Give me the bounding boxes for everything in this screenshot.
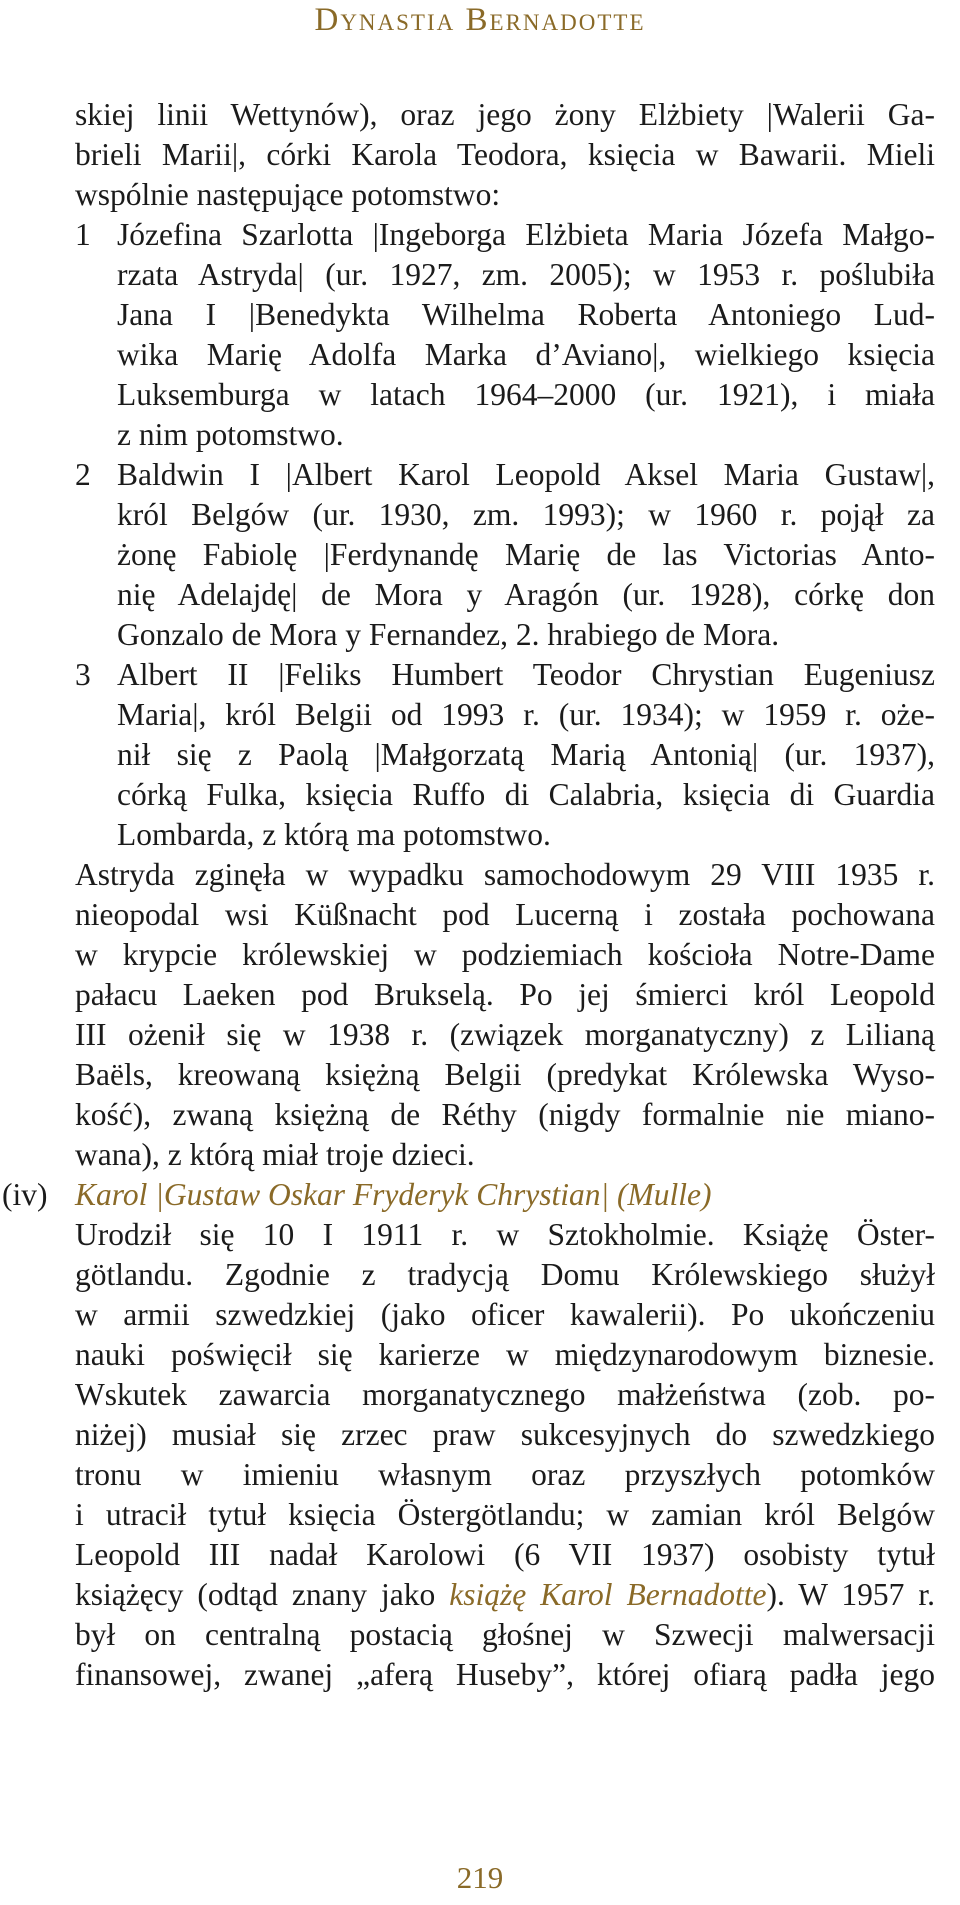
text-line-content: wana), z którą miał troje dzieci.	[75, 1137, 475, 1172]
text-line-content: nił się z Paolą |Małgorzatą Marią Antonią| (ur. 1937),	[117, 737, 935, 772]
text-line-content: rzata Astryda| (ur. 1927, zm. 2005); w 1953 r. poślubiła	[117, 257, 935, 292]
running-header: Dynastia Bernadotte	[314, 2, 646, 38]
text-line-content: Baëls, kreowaną księżną Belgii (predykat Królewska Wyso-	[75, 1057, 935, 1092]
text-line-content: był on centralną postacią głośnej w Szwecji malwersacji	[75, 1617, 935, 1652]
page-number: 219	[456, 1860, 504, 1895]
text-line-content: Lombarda, z którą ma potomstwo.	[117, 817, 551, 852]
text-line	[0, 1015, 960, 1055]
text-line	[0, 1375, 960, 1415]
text-line-content: Jana I |Benedykta Wilhelma Roberta Antoniego Lud-	[117, 297, 935, 332]
text-line	[0, 215, 960, 255]
text-line	[0, 455, 960, 495]
text-line-content: wspólnie następujące potomstwo:	[75, 177, 501, 212]
text-line-content: wika Marię Adolfa Marka d’Aviano|, wielkiego księcia	[117, 337, 935, 372]
text-line	[0, 335, 960, 375]
text-line	[0, 575, 960, 615]
text-line	[0, 295, 960, 335]
text-line-content: z nim potomstwo.	[117, 417, 344, 452]
text-line	[0, 1415, 960, 1455]
text-line	[0, 975, 960, 1015]
roman-numeral: (iv)	[2, 1177, 48, 1212]
text-line-content: nieopodal wsi Küßnacht pod Lucerną i została pochowana	[75, 897, 935, 932]
text-line	[0, 1455, 960, 1495]
list-number: 1	[75, 217, 91, 252]
text-line	[0, 535, 960, 575]
text-line-content: córką Fulka, księcia Ruffo di Calabria, księcia di Guardia	[117, 777, 935, 812]
text-line	[0, 895, 960, 935]
text-line-content: Leopold III nadał Karolowi (6 VII 1937) osobisty tytuł	[75, 1537, 935, 1572]
text-line-content: finansowej, zwanej „aferą Huseby”, której ofiarą padła jego	[75, 1657, 935, 1692]
text-line	[0, 415, 960, 455]
text-line-content: i utracił tytuł księcia Östergötlandu; w zamian król Belgów	[75, 1497, 935, 1532]
text-line	[0, 95, 960, 135]
text-line	[0, 815, 960, 855]
text-line	[0, 1495, 960, 1535]
text-line-content: nię Adelajdę| de Mora y Aragón (ur. 1928), córkę don	[117, 577, 935, 612]
text-segment: książęcy (odtąd znany jako	[75, 1577, 450, 1612]
text-line	[0, 1335, 960, 1375]
text-line	[0, 495, 960, 535]
text-line-content: Gonzalo de Mora y Fernandez, 2. hrabiego de Mora.	[117, 617, 780, 652]
text-line	[0, 135, 960, 175]
list-number: 3	[75, 657, 91, 692]
text-line	[0, 255, 960, 295]
list-number: 2	[75, 457, 91, 492]
title-name-italic: książę Karol Bernadotte	[449, 1577, 767, 1612]
text-line	[0, 655, 960, 695]
text-line	[0, 1575, 960, 1615]
text-line	[0, 375, 960, 415]
text-line-content: niżej) musiał się zrzec praw sukcesyjnych do szwedzkiego	[75, 1417, 935, 1452]
text-line-content: brieli Marii|, córki Karola Teodora, księcia w Bawarii. Mieli	[75, 137, 935, 172]
text-line-content: w armii szwedzkiej (jako oficer kawalerii). Po ukończeniu	[75, 1297, 935, 1332]
text-line	[0, 775, 960, 815]
text-line-content: nauki poświęcił się karierze w międzynarodowym biznesie.	[75, 1337, 935, 1372]
text-line	[0, 735, 960, 775]
text-line-content: Maria|, król Belgii od 1993 r. (ur. 1934); w 1959 r. oże-	[117, 697, 935, 732]
text-line	[0, 1135, 960, 1175]
text-line-content	[75, 1575, 935, 1615]
text-line-content: w krypcie królewskiej w podziemiach kościoła Notre-Dame	[75, 937, 935, 972]
text-line	[0, 1175, 960, 1215]
text-line	[0, 855, 960, 895]
text-segment: ). W 1957 r.	[766, 1577, 935, 1612]
text-line	[0, 175, 960, 215]
text-line-content: Baldwin I |Albert Karol Leopold Aksel Maria Gustaw|,	[117, 457, 935, 492]
person-heading: Karol |Gustaw Oskar Fryderyk Chrystian| (Mulle)	[75, 1177, 712, 1212]
text-line-content: pałacu Laeken pod Brukselą. Po jej śmierci król Leopold	[75, 977, 935, 1012]
text-line	[0, 1615, 960, 1655]
text-line-content: król Belgów (ur. 1930, zm. 1993); w 1960 r. pojął za	[117, 497, 935, 532]
text-line-content: Albert II |Feliks Humbert Teodor Chrystian Eugeniusz	[117, 657, 935, 692]
text-line	[0, 1215, 960, 1255]
text-line	[0, 695, 960, 735]
text-line-content: tronu w imieniu własnym oraz przyszłych potomków	[75, 1457, 935, 1492]
text-line-content: götlandu. Zgodnie z tradycją Domu Królewskiego służył	[75, 1257, 935, 1292]
text-line	[0, 1255, 960, 1295]
text-line-content: Astryda zginęła w wypadku samochodowym 29 VIII 1935 r.	[75, 857, 935, 892]
text-line-content: Urodził się 10 I 1911 r. w Sztokholmie. Książę Öster-	[75, 1217, 935, 1252]
text-line	[0, 615, 960, 655]
text-line-content: Wskutek zawarcia morganatycznego małżeństwa (zob. po-	[75, 1377, 935, 1412]
text-line-content: skiej linii Wettynów), oraz jego żony Elżbiety |Walerii Ga-	[75, 97, 935, 132]
text-line	[0, 935, 960, 975]
text-line	[0, 1655, 960, 1695]
text-line-content: III ożenił się w 1938 r. (związek morganatyczny) z Lilianą	[75, 1017, 935, 1052]
text-line-content: kość), zwaną księżną de Réthy (nigdy formalnie nie miano-	[75, 1097, 935, 1132]
text-line-content: Luksemburga w latach 1964–2000 (ur. 1921), i miała	[117, 377, 935, 412]
text-line	[0, 1535, 960, 1575]
text-line	[0, 1095, 960, 1135]
text-line	[0, 1055, 960, 1095]
body-text	[0, 95, 960, 1695]
text-line	[0, 1295, 960, 1335]
text-line-content: żonę Fabiolę |Ferdynandę Marię de las Victorias Anto-	[117, 537, 935, 572]
text-line-content: Józefina Szarlotta |Ingeborga Elżbieta Maria Józefa Małgo-	[117, 217, 935, 252]
